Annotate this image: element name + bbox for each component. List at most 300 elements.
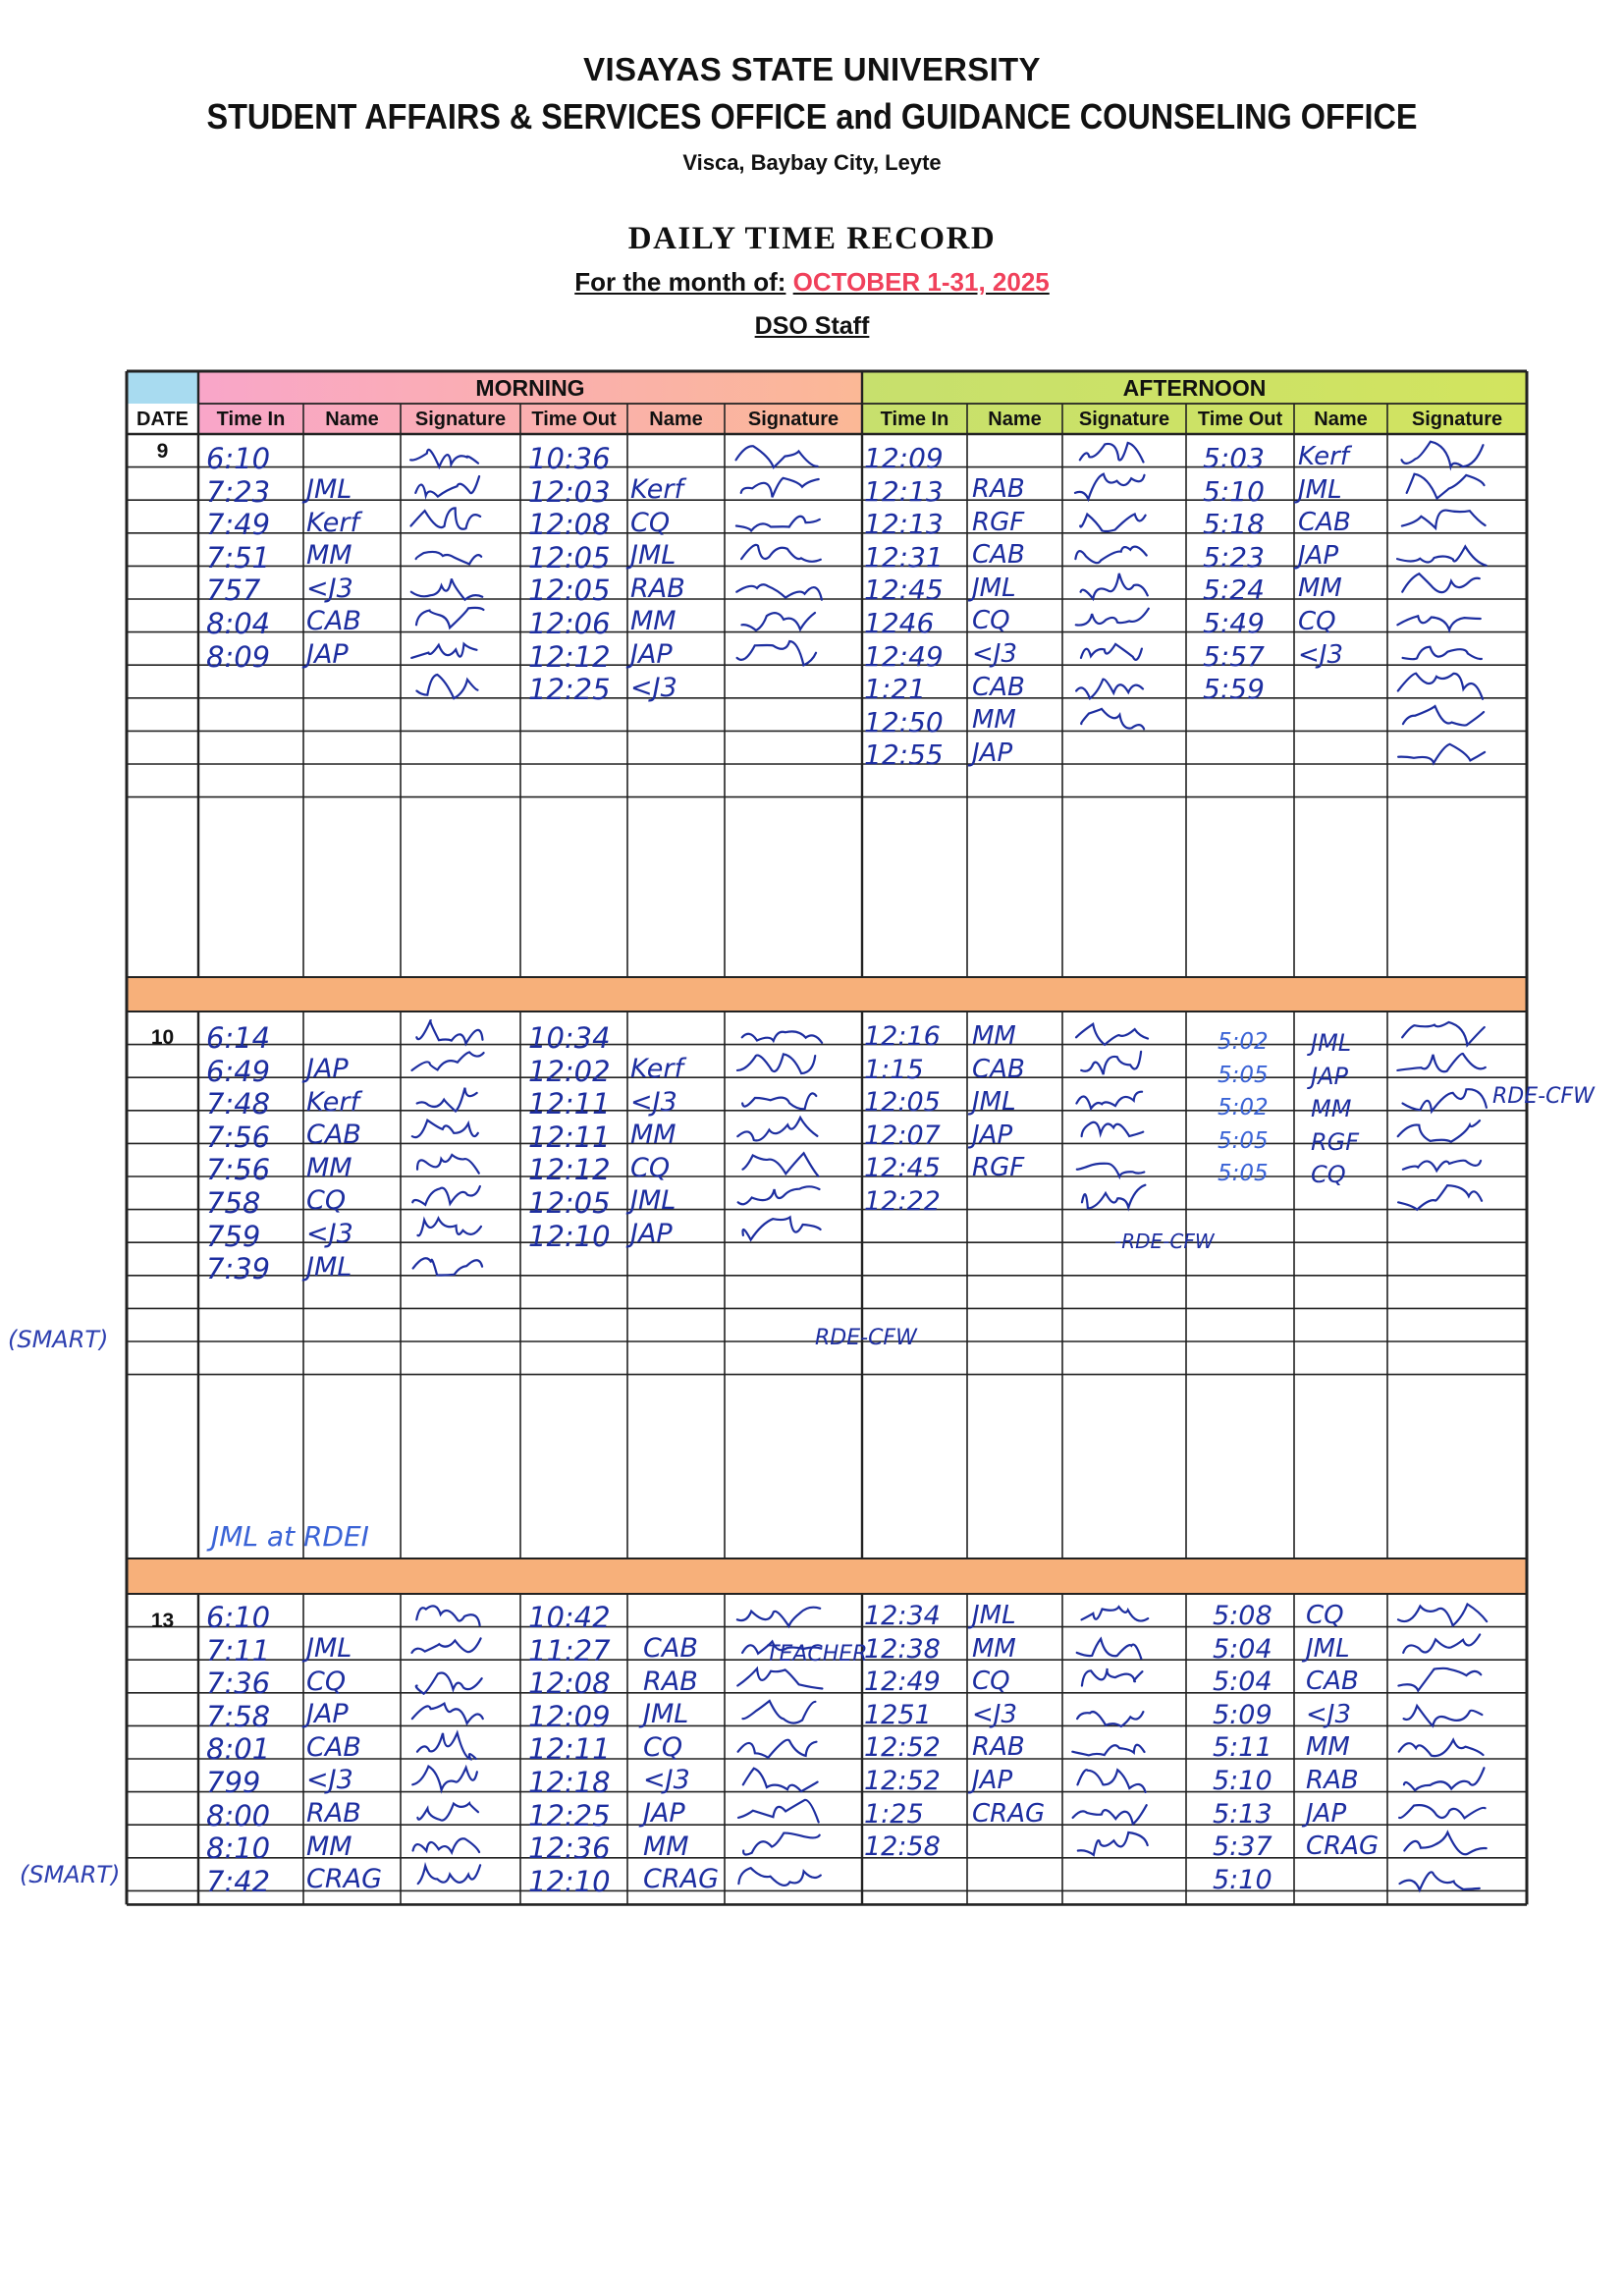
name-entry: <J3 (630, 672, 677, 703)
signature-scribble (742, 1031, 822, 1042)
name-entry: JML (1311, 1029, 1352, 1057)
name-entry: JAP (1306, 1798, 1347, 1829)
signature-scribble (737, 1608, 820, 1626)
name-entry: JAP (630, 1219, 673, 1249)
name-entry: JML (643, 1699, 689, 1730)
time-out-entry: 5:05 (1218, 1161, 1269, 1187)
name-entry: <J3 (630, 1086, 677, 1118)
time-out-entry: 12:09 (528, 1699, 611, 1733)
name-entry: <J3 (1298, 639, 1343, 670)
name-entry: CRAG (643, 1864, 720, 1895)
signature-scribble (1076, 1024, 1148, 1045)
name-entry: RAB (1306, 1766, 1359, 1795)
signature-scribble (743, 1833, 820, 1855)
name-entry: CRAG (306, 1864, 383, 1895)
name-entry: CAB (1298, 508, 1351, 538)
date-10: 10 (150, 1026, 175, 1049)
signature-scribble (417, 1803, 478, 1820)
time-in-entry: 7:42 (206, 1864, 271, 1898)
smart-note: (SMART) (8, 1326, 109, 1353)
signature-scribble (736, 446, 818, 467)
time-out-entry: 10:36 (528, 442, 611, 475)
signature-scribble (1075, 474, 1144, 500)
signature-scribble (741, 478, 819, 498)
time-in-entry: 12:13 (864, 474, 944, 508)
name-entry: JML (630, 540, 677, 572)
time-out-entry: 12:12 (528, 639, 611, 674)
name-entry: JAP (972, 738, 1013, 768)
signature-scribble (411, 578, 482, 599)
signature-scribble (1397, 1054, 1485, 1071)
teacher-note: TEACHER (766, 1642, 868, 1667)
signature-scribble (1404, 1706, 1483, 1726)
month-value: OCTOBER 1-31, 2025 (792, 267, 1050, 297)
name-entry: RAB (972, 474, 1025, 504)
signature-scribble (743, 1218, 821, 1240)
time-out-entry: 5:18 (1203, 508, 1265, 541)
name-entry: JML (972, 573, 1016, 603)
time-in-entry: 6:10 (206, 442, 271, 475)
signature-scribble (411, 1638, 480, 1653)
time-out-entry: 12:11 (528, 1120, 611, 1154)
col-header-10: Time Out (1197, 409, 1283, 430)
col-header-9: Signature (1078, 409, 1170, 430)
signature-scribble (418, 1865, 480, 1884)
name-entry: RAB (643, 1666, 698, 1697)
rde-note: -RDE-CFW (1114, 1230, 1215, 1253)
name-entry: MM (306, 1831, 352, 1862)
jml-at-rdei-note: JML at RDEI (211, 1520, 369, 1553)
time-in-entry: 7:58 (206, 1699, 271, 1733)
name-entry: JAP (1298, 540, 1339, 571)
signature-scribble (1399, 1872, 1479, 1889)
signature-scribble (742, 1701, 815, 1723)
time-out-entry: 12:08 (528, 508, 611, 542)
signature-scribble (1073, 1805, 1147, 1824)
time-out-entry: 12:10 (528, 1864, 611, 1898)
time-out-entry: 5:13 (1213, 1798, 1272, 1830)
time-in-entry: 1:15 (864, 1054, 924, 1085)
time-out-entry: 12:25 (528, 1798, 611, 1832)
time-in-entry: 7:39 (206, 1252, 271, 1286)
signature-scribble (412, 1767, 477, 1790)
signature-scribble (412, 1121, 478, 1137)
col-header-1: Time In (216, 409, 286, 430)
signature-scribble (1082, 1122, 1144, 1136)
signature-scribble (1081, 709, 1144, 729)
signature-scribble (417, 1155, 479, 1174)
signature-scribble (743, 1769, 818, 1792)
document-title: DAILY TIME RECORD (627, 221, 997, 256)
time-in-entry: 12:07 (864, 1120, 941, 1151)
signature-scribble (741, 545, 821, 562)
time-in-entry: 1246 (864, 607, 935, 639)
signature-scribble (416, 1606, 479, 1625)
name-entry: JML (1306, 1633, 1350, 1664)
time-out-entry: 5:05 (1218, 1062, 1269, 1088)
time-out-entry: 10:34 (528, 1021, 611, 1055)
time-in-entry: 7:36 (206, 1667, 271, 1701)
name-entry: JAP (1311, 1062, 1348, 1090)
time-out-entry: 12:08 (528, 1667, 611, 1701)
signature-scribble (411, 1052, 483, 1070)
time-out-entry: 5:10 (1213, 1766, 1272, 1796)
signature-scribble (1077, 1712, 1143, 1726)
time-in-entry: 6:49 (206, 1054, 271, 1088)
name-entry: JAP (306, 639, 349, 670)
time-in-entry: 12:52 (864, 1766, 941, 1796)
name-entry: MM (972, 1633, 1016, 1664)
signature-scribble (413, 1838, 480, 1852)
signature-scribble (1076, 680, 1143, 699)
time-in-entry: 12:31 (864, 540, 944, 574)
name-entry: CRAG (972, 1798, 1046, 1829)
time-in-entry: 1251 (864, 1699, 932, 1730)
signature-scribble (1072, 1745, 1144, 1756)
time-out-entry: 12:11 (528, 1087, 611, 1121)
signature-scribble (741, 613, 815, 630)
signature-scribble (416, 675, 477, 698)
name-entry: JAP (630, 639, 673, 670)
signature-scribble (1404, 1768, 1485, 1790)
time-in-entry: 7:48 (206, 1087, 271, 1121)
name-entry: MM (643, 1831, 689, 1862)
time-in-entry: 12:16 (864, 1021, 941, 1052)
time-out-entry: 5:05 (1218, 1127, 1269, 1154)
time-out-entry: 12:25 (528, 673, 611, 707)
time-in-entry: 8:04 (206, 607, 271, 640)
signature-scribble (1078, 1832, 1148, 1855)
signature-scribble (743, 1153, 819, 1175)
signature-scribble (738, 1800, 819, 1823)
signature-scribble (1399, 1805, 1485, 1818)
col-header-3: Signature (414, 409, 507, 430)
signature-scribble (1075, 547, 1146, 564)
name-entry: CQ (643, 1731, 683, 1763)
signature-scribble (738, 1740, 817, 1758)
name-entry: CQ (306, 1666, 347, 1697)
time-in-entry: 799 (206, 1766, 261, 1799)
signature-scribble (736, 517, 820, 531)
time-in-entry: 12:52 (864, 1732, 941, 1764)
name-entry: JML (1298, 474, 1342, 505)
time-in-entry: 759 (206, 1219, 261, 1253)
signature-scribble (1402, 574, 1480, 592)
name-entry: MM (972, 705, 1016, 736)
time-in-entry: 12:22 (864, 1186, 941, 1217)
time-in-entry: 1:21 (864, 673, 926, 706)
time-out-entry: 5:24 (1203, 574, 1265, 607)
signature-scribble (737, 641, 816, 665)
signature-scribble (1399, 1740, 1484, 1756)
time-in-entry: 12:05 (864, 1087, 941, 1119)
name-entry: MM (306, 1152, 352, 1183)
col-header-5: Name (649, 409, 703, 430)
time-in-entry: 8:09 (206, 639, 271, 674)
time-out-entry: 12:36 (528, 1831, 611, 1866)
name-entry: CRAG (1306, 1831, 1380, 1862)
signature-scribble (1077, 1770, 1145, 1792)
name-entry: JAP (972, 1766, 1013, 1795)
signature-scribble (1082, 1668, 1142, 1686)
name-entry: Kerf (630, 474, 683, 505)
col-header-0: DATE (136, 409, 189, 430)
signature-scribble (738, 1868, 820, 1886)
time-in-entry: 12:55 (864, 738, 944, 772)
name-entry: RAB (306, 1798, 361, 1829)
name-entry: Kerf (630, 1054, 683, 1084)
time-out-entry: 5:08 (1213, 1601, 1272, 1631)
name-entry: MM (1311, 1095, 1352, 1123)
time-out-entry: 5:59 (1203, 673, 1265, 706)
col-header-12: Signature (1411, 409, 1503, 430)
name-entry: CAB (972, 672, 1025, 702)
name-entry: <J3 (306, 1219, 353, 1249)
name-entry: CQ (1298, 607, 1336, 636)
time-out-entry: 5:57 (1203, 639, 1265, 673)
name-entry: JML (972, 1087, 1016, 1118)
signature-scribble (1081, 574, 1148, 599)
col-header-11: Name (1314, 409, 1368, 430)
time-out-entry: 5:04 (1213, 1633, 1272, 1665)
signature-scribble (417, 1219, 481, 1236)
time-in-entry: 12:09 (864, 442, 944, 474)
time-in-entry: 12:45 (864, 1153, 941, 1184)
name-entry: CQ (972, 1667, 1010, 1697)
time-in-entry: 8:01 (206, 1732, 271, 1767)
signature-scribble (1077, 1639, 1142, 1659)
office-name: STUDENT AFFAIRS & SERVICES OFFICE and GUIDANCE COUNSELING OFFICE (206, 96, 1418, 137)
signature-scribble (737, 1668, 822, 1688)
time-out-entry: 12:02 (528, 1054, 611, 1088)
signature-scribble (736, 584, 822, 599)
time-out-entry: 11:27 (528, 1633, 611, 1667)
time-out-entry: 5:49 (1203, 607, 1265, 639)
signature-scribble (1403, 1634, 1480, 1653)
col-header-2: Name (325, 409, 379, 430)
name-entry: Kerf (306, 507, 359, 538)
name-entry: CAB (1306, 1667, 1359, 1697)
signature-scribble (1398, 674, 1483, 699)
name-entry: CQ (1311, 1161, 1346, 1189)
signature-scribble (1080, 515, 1145, 532)
name-entry: <J3 (972, 1699, 1017, 1729)
name-entry: CAB (306, 1731, 361, 1763)
signature-scribble (1402, 1022, 1485, 1045)
time-out-entry: 5:03 (1203, 442, 1265, 474)
signature-scribble (1081, 644, 1142, 660)
col-header-6: Signature (747, 409, 839, 430)
time-in-entry: 7:23 (206, 474, 271, 509)
signature-scribble (1398, 1185, 1482, 1210)
signature-scribble (416, 1020, 482, 1044)
time-out-entry: 12:11 (528, 1732, 611, 1767)
name-entry: RGF (1311, 1127, 1360, 1156)
time-out-entry: 5:04 (1213, 1667, 1272, 1698)
time-out-entry: 5:23 (1203, 540, 1265, 574)
signature-scribble (1082, 1185, 1145, 1209)
signature-scribble (1077, 1164, 1145, 1176)
signature-scribble (1398, 1605, 1487, 1626)
time-in-entry: 758 (206, 1186, 261, 1220)
signature-scribble (412, 1704, 483, 1723)
name-entry: <J3 (643, 1765, 690, 1796)
signature-scribble (1076, 1092, 1142, 1109)
signature-scribble (410, 508, 480, 528)
signature-scribble (1403, 1161, 1481, 1171)
signature-scribble (1082, 1607, 1149, 1620)
time-in-entry: 7:56 (206, 1153, 271, 1187)
time-in-entry: 7:49 (206, 508, 271, 542)
name-entry: <J3 (306, 573, 353, 604)
signature-scribble (411, 644, 476, 658)
signature-scribble (742, 1093, 816, 1109)
name-entry: RGF (972, 1153, 1025, 1183)
time-out-entry: 5:02 (1218, 1029, 1269, 1055)
name-entry: RGF (972, 507, 1025, 537)
smart-note: (SMART) (20, 1861, 121, 1888)
name-entry: CQ (306, 1185, 347, 1217)
time-out-entry: 12:05 (528, 574, 611, 608)
time-out-entry: 10:42 (528, 1601, 611, 1634)
time-in-entry: 12:38 (864, 1633, 941, 1665)
name-entry: <J3 (1306, 1699, 1351, 1729)
time-out-entry: 12:10 (528, 1219, 611, 1253)
name-entry: MM (630, 606, 677, 637)
name-entry: JAP (643, 1798, 685, 1829)
time-out-entry: 5:02 (1218, 1095, 1269, 1121)
time-in-entry: 1:25 (864, 1798, 924, 1830)
time-in-entry: 6:14 (206, 1021, 271, 1055)
name-entry: JML (306, 1633, 352, 1664)
name-entry: CQ (630, 1152, 671, 1183)
signature-scribble (1397, 616, 1480, 629)
signature-scribble (1397, 547, 1487, 566)
rde-note: RDE-CFW (1492, 1084, 1595, 1109)
name-entry: JML (630, 1185, 677, 1217)
signature-scribble (415, 476, 479, 497)
signature-scribble (1080, 443, 1144, 463)
signature-scribble (1402, 511, 1486, 528)
time-in-entry: 12:50 (864, 705, 944, 738)
time-in-entry: 7:51 (206, 540, 271, 574)
date-9: 9 (156, 440, 169, 463)
time-out-entry: 12:05 (528, 1186, 611, 1220)
name-entry: MM (972, 1021, 1016, 1051)
name-entry: JAP (306, 1054, 349, 1084)
signature-scribble (1407, 474, 1485, 499)
name-entry: CQ (630, 507, 671, 538)
signature-scribble (1076, 609, 1149, 626)
signature-scribble (1403, 706, 1484, 725)
signature-scribble (1398, 1121, 1480, 1142)
university-name: VISAYAS STATE UNIVERSITY (583, 51, 1041, 87)
time-in-entry: 6:10 (206, 1601, 271, 1634)
signature-scribble (738, 1186, 820, 1204)
signature-scribble (1401, 442, 1483, 467)
time-in-entry: 12:13 (864, 508, 944, 541)
name-entry: Kerf (1298, 442, 1349, 471)
time-in-entry: 757 (206, 574, 261, 608)
time-out-entry: 5:10 (1203, 474, 1265, 508)
time-out-entry: 5:37 (1213, 1831, 1272, 1863)
name-entry: RAB (630, 573, 685, 604)
signature-scribble (412, 1186, 480, 1205)
name-entry: Kerf (306, 1086, 359, 1118)
signature-scribble (1398, 744, 1485, 763)
time-in-entry: 12:34 (864, 1601, 941, 1631)
name-entry: CAB (972, 1054, 1025, 1084)
time-out-entry: 12:06 (528, 607, 611, 640)
afternoon-label: AFTERNOON (1122, 375, 1267, 401)
time-in-entry: 7:11 (206, 1633, 271, 1667)
col-header-4: Time Out (531, 409, 617, 430)
time-in-entry: 12:49 (864, 639, 944, 673)
signature-scribble (413, 1258, 483, 1275)
signature-scribble (416, 1672, 482, 1693)
name-entry: JML (306, 1251, 352, 1283)
name-entry: RAB (972, 1732, 1025, 1763)
col-header-7: Time In (880, 409, 949, 430)
name-entry: JAP (972, 1120, 1013, 1150)
name-entry: <J3 (306, 1765, 353, 1796)
time-in-entry: 12:45 (864, 574, 944, 607)
name-entry: JML (972, 1601, 1016, 1630)
name-entry: MM (1306, 1732, 1350, 1763)
name-entry: JML (306, 474, 352, 505)
date-13: 13 (150, 1610, 175, 1632)
signature-scribble (410, 450, 478, 466)
time-out-entry: 12:18 (528, 1766, 611, 1799)
col-header-8: Name (988, 409, 1042, 430)
signature-scribble (1403, 1089, 1487, 1112)
name-entry: MM (630, 1120, 677, 1151)
signature-scribble (1403, 647, 1482, 659)
staff-group: DSO Staff (754, 312, 870, 340)
name-entry: CAB (306, 1120, 361, 1151)
signature-scribble (737, 1054, 815, 1073)
name-entry: <J3 (972, 639, 1017, 669)
name-entry: CAB (643, 1633, 698, 1664)
office-address: Visca, Baybay City, Leyte (682, 150, 942, 175)
date-head-cell (127, 371, 198, 404)
time-out-entry: 5:10 (1213, 1864, 1272, 1895)
signature-scribble (416, 608, 483, 628)
morning-label: MORNING (475, 375, 585, 401)
month-label: For the month of: (574, 267, 786, 297)
time-out-entry: 12:12 (528, 1153, 611, 1187)
time-in-entry: 12:49 (864, 1667, 941, 1698)
time-out-entry: 5:09 (1213, 1699, 1272, 1730)
signature-scribble (417, 1088, 477, 1112)
signature-scribble (417, 1733, 476, 1760)
signature-scribble (1404, 1832, 1486, 1854)
name-entry: CQ (1306, 1601, 1344, 1630)
time-out-entry: 5:11 (1213, 1732, 1272, 1764)
signature-scribble (416, 552, 482, 564)
time-in-entry: 7:56 (206, 1120, 271, 1154)
time-in-entry: 8:00 (206, 1798, 271, 1832)
signature-scribble (1081, 1052, 1141, 1074)
name-entry: MM (306, 540, 352, 572)
name-entry: JAP (306, 1699, 349, 1730)
time-out-entry: 12:03 (528, 474, 611, 509)
signature-scribble (737, 1118, 817, 1140)
name-entry: CAB (972, 540, 1025, 571)
time-out-entry: 12:05 (528, 540, 611, 574)
name-entry: MM (1298, 574, 1342, 604)
time-in-entry: 12:58 (864, 1831, 941, 1863)
